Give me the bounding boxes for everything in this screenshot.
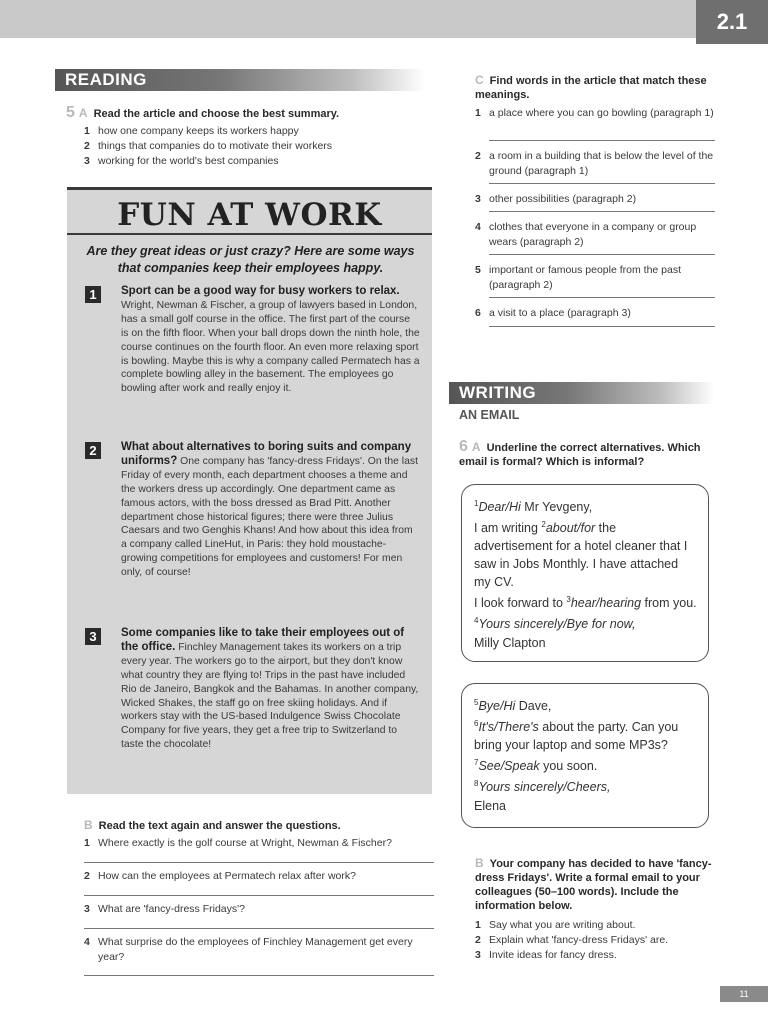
- ex6a-letter: A: [471, 440, 481, 454]
- exc-letter: C: [475, 73, 484, 87]
- list-item: 3 Invite ideas for fancy dress.: [475, 949, 617, 961]
- exc-instruction: [475, 73, 715, 102]
- email-line: [474, 516, 698, 591]
- paragraph-number: 2: [85, 442, 101, 459]
- answer-line[interactable]: [489, 326, 715, 327]
- paragraph-heading: What about alternatives to boring suits and company uniforms?: [121, 441, 412, 467]
- gap-number: 4: [474, 616, 479, 626]
- writing-exb-item-1: Say what you are writing about.: [489, 919, 636, 931]
- article-top-rule: [67, 187, 432, 190]
- exb-questions: [84, 836, 434, 976]
- list-item: 2 a room in a building that is below the level of the ground (paragraph 1): [475, 149, 715, 183]
- paragraph-text: [121, 441, 420, 580]
- writing-exb-item-2: Explain what 'fancy-dress Fridays' are.: [489, 934, 669, 946]
- paragraph-number: 1: [85, 286, 101, 303]
- gap-number: 6: [474, 719, 479, 729]
- list-item: 2 Explain what 'fancy-dress Fridays' are.: [475, 934, 669, 946]
- writing-exb-text: Your company has decided to have 'fancy-dress Fridays'. Write a formal email to your colleagues (50–100 words). Include the information below.: [475, 858, 712, 912]
- email-signature: Milly Clapton: [474, 635, 546, 650]
- exb-question-1: Where exactly is the golf course at Wright, Newman & Fischer?: [98, 837, 392, 849]
- email-line: [474, 694, 698, 715]
- exc-item-1: a place where you can go bowling (paragraph 1): [489, 107, 714, 119]
- list-item: 3 other possibilities (paragraph 2): [475, 192, 715, 211]
- ex6a-instruction: [459, 440, 721, 469]
- paragraph-3: [85, 627, 420, 752]
- exb-letter: B: [84, 818, 93, 832]
- exb-question-3: What are 'fancy-dress Fridays'?: [98, 903, 245, 915]
- email-line: [474, 775, 698, 796]
- email-line: [474, 715, 698, 754]
- exc-items: [475, 106, 715, 327]
- writing-exb-letter: B: [475, 856, 484, 870]
- writing-exb-instruction: [475, 856, 720, 913]
- list-item: 4 What surprise do the employees of Finchley Management get every year?: [84, 935, 434, 975]
- ex5a-letter: A: [78, 106, 88, 120]
- answer-line[interactable]: [84, 862, 434, 863]
- gap-number: 5: [474, 698, 479, 707]
- exb-text: Read the text again and answer the questions.: [98, 820, 341, 832]
- article-title: FUN AT WORK: [117, 197, 382, 233]
- article-box: [67, 187, 432, 794]
- list-item: 2 How can the employees at Permatech relax after work?: [84, 869, 434, 895]
- top-bar: [0, 0, 768, 38]
- exb-question-2: How can the employees at Permatech relax after work?: [98, 870, 356, 882]
- paragraph-heading: Sport can be a good way for busy workers to relax.: [121, 285, 400, 297]
- paragraph-text: [121, 285, 420, 396]
- list-item: 5 important or famous people from the past (paragraph 2): [475, 263, 715, 297]
- paragraph-body: One company has 'fancy-dress Fridays'. On the last Friday of every month, each department chooses a theme and the workers dress up accordingly. One department came as famous actors, with the boss dressed as Brad Pitt. Another department chose historical figures; there were three Julius Caesars and two Genghis Khans! And how about this idea from a company called LineHut, in Paris: they hold moustache-growing competitions for employees and customers! For men only, of course!: [121, 455, 418, 579]
- ex5a-option-1: how one company keeps its workers happy: [98, 125, 299, 137]
- answer-line[interactable]: [489, 183, 715, 184]
- ex6a-text: Underline the correct alternatives. Which email is formal? Which is informal?: [459, 442, 701, 468]
- email-text: I am writing: [474, 521, 542, 536]
- email-text: the advertisement for a hotel cleaner that I saw in Jobs Monthly. I have attached my CV.: [474, 521, 688, 590]
- exc-item-3: other possibilities (paragraph 2): [489, 193, 637, 205]
- writing-subtitle: AN EMAIL: [459, 408, 520, 422]
- email-choice[interactable]: about/for: [545, 521, 596, 536]
- ex5a-instruction: [66, 106, 426, 121]
- reading-heading: [55, 69, 425, 91]
- ex5a-number: 5: [66, 104, 75, 121]
- article-title-rule: [67, 233, 432, 235]
- exc-item-4: clothes that everyone in a company or group wears (paragraph 2): [489, 221, 697, 248]
- list-item: 3 What are 'fancy-dress Fridays'?: [84, 902, 434, 928]
- gap-number: 3: [566, 595, 571, 605]
- ex6a-number: 6: [459, 438, 468, 455]
- exb-instruction: [84, 818, 434, 833]
- list-item: 6 a visit to a place (paragraph 3): [475, 306, 715, 326]
- writing-exb-item-3: Invite ideas for fancy dress.: [489, 949, 617, 961]
- list-item: 1 Where exactly is the golf course at Wright, Newman & Fischer?: [84, 836, 434, 862]
- answer-line[interactable]: [489, 297, 715, 298]
- email-choice[interactable]: See/Speak: [478, 759, 540, 774]
- email-line: [474, 754, 698, 775]
- ex5a-option-2: things that companies do to motivate their workers: [98, 140, 333, 152]
- writing-title: WRITING: [459, 383, 537, 402]
- gap-number: 2: [541, 520, 546, 530]
- exc-item-2: a room in a building that is below the level of the ground (paragraph 1): [489, 150, 714, 177]
- paragraph-number: 3: [85, 628, 101, 645]
- email-text: Mr Yevgeny,: [520, 500, 593, 515]
- email-text: I look forward to: [474, 596, 567, 611]
- email-choice[interactable]: Yours sincerely/Cheers,: [478, 780, 611, 795]
- ex5a-text: Read the article and choose the best summary.: [93, 108, 340, 120]
- answer-line[interactable]: [489, 140, 715, 141]
- unit-number: 2.1: [696, 0, 768, 44]
- email-choice[interactable]: It's/There's: [478, 720, 539, 735]
- list-item: 1 Say what you are writing about.: [475, 919, 636, 931]
- answer-line[interactable]: [84, 895, 434, 896]
- exc-text: Find words in the article that match these meanings.: [475, 75, 707, 101]
- paragraph-1: [85, 285, 420, 396]
- email-choice[interactable]: Yours sincerely/Bye for now,: [478, 617, 636, 632]
- email-text: Dave,: [515, 699, 552, 714]
- email-signature: Elena: [474, 798, 506, 813]
- reading-title: READING: [65, 70, 147, 89]
- email-choice[interactable]: Dear/Hi: [478, 500, 521, 515]
- exc-item-6: a visit to a place (paragraph 3): [489, 307, 631, 319]
- email-choice[interactable]: hear/hearing: [570, 596, 642, 611]
- paragraph-2: [85, 441, 420, 580]
- email-line: [474, 612, 698, 633]
- gap-number: 1: [474, 499, 479, 508]
- email-text: from you.: [641, 596, 697, 611]
- paragraph-heading: Some companies like to take their employees out of the office.: [121, 627, 405, 653]
- email-text: about the party. Can you bring your laptop and some MP3s?: [474, 720, 679, 753]
- email-choice[interactable]: Bye/Hi: [478, 699, 516, 714]
- paragraph-body: Finchley Management takes its workers on a trip every year. The workers go to the airport, but they don't know what country they are flying to! Trips in the past have included Rio de Janeiro, Bangkok and the Bahamas. In another company, Wicked Shakes, the staff go on free skiing holidays. And if workers stay with the US-based Indulgence Swiss Chocolate Company for five years, they get a free trip to Switzerland to taste the chocolate!: [121, 641, 419, 751]
- email-formal-box: [461, 484, 709, 662]
- email-text: you soon.: [539, 759, 598, 774]
- gap-number: 8: [474, 779, 479, 789]
- article-intro: Are they great ideas or just crazy? Here are some ways that companies keep their employees happy.: [86, 244, 415, 275]
- list-item: 2 things that companies do to motivate their workers: [84, 140, 333, 152]
- list-item: 4 clothes that everyone in a company or group wears (paragraph 2): [475, 220, 715, 254]
- email-line: [474, 495, 698, 516]
- list-item: 1 a place where you can go bowling (paragraph 1): [475, 106, 715, 140]
- page-number: 11: [720, 986, 768, 1002]
- gap-number: 7: [474, 758, 479, 768]
- answer-line[interactable]: [84, 928, 434, 929]
- writing-heading: [449, 382, 714, 404]
- list-item: 1 how one company keeps its workers happy: [84, 125, 299, 137]
- ex5a-option-3: working for the world's best companies: [98, 155, 279, 167]
- ex5a-options: [84, 124, 434, 169]
- answer-line[interactable]: [489, 211, 715, 212]
- email-line: [474, 591, 698, 612]
- exb-question-4: What surprise do the employees of Finchley Management get every year?: [98, 936, 413, 963]
- writing-exb-items: [475, 918, 720, 963]
- exc-item-5: important or famous people from the past (paragraph 2): [489, 264, 682, 291]
- paragraph-text: [121, 627, 420, 752]
- paragraph-body: Wright, Newman & Fischer, a group of lawyers based in London, has a small golf course in the office. The first part of the course is on the fifth floor. When your ball drops down the ninth hole, the course continues on the fourth floor. An even more relaxing sport is bowling. Maybe this is why a company called Permatech has a complete bowling alley in the basement. The employees go bowling after work and really enjoy it.: [121, 299, 420, 395]
- answer-line[interactable]: [489, 254, 715, 255]
- list-item: 3 working for the world's best companies: [84, 155, 279, 167]
- answer-line[interactable]: [84, 975, 434, 976]
- email-informal-box: [461, 683, 709, 828]
